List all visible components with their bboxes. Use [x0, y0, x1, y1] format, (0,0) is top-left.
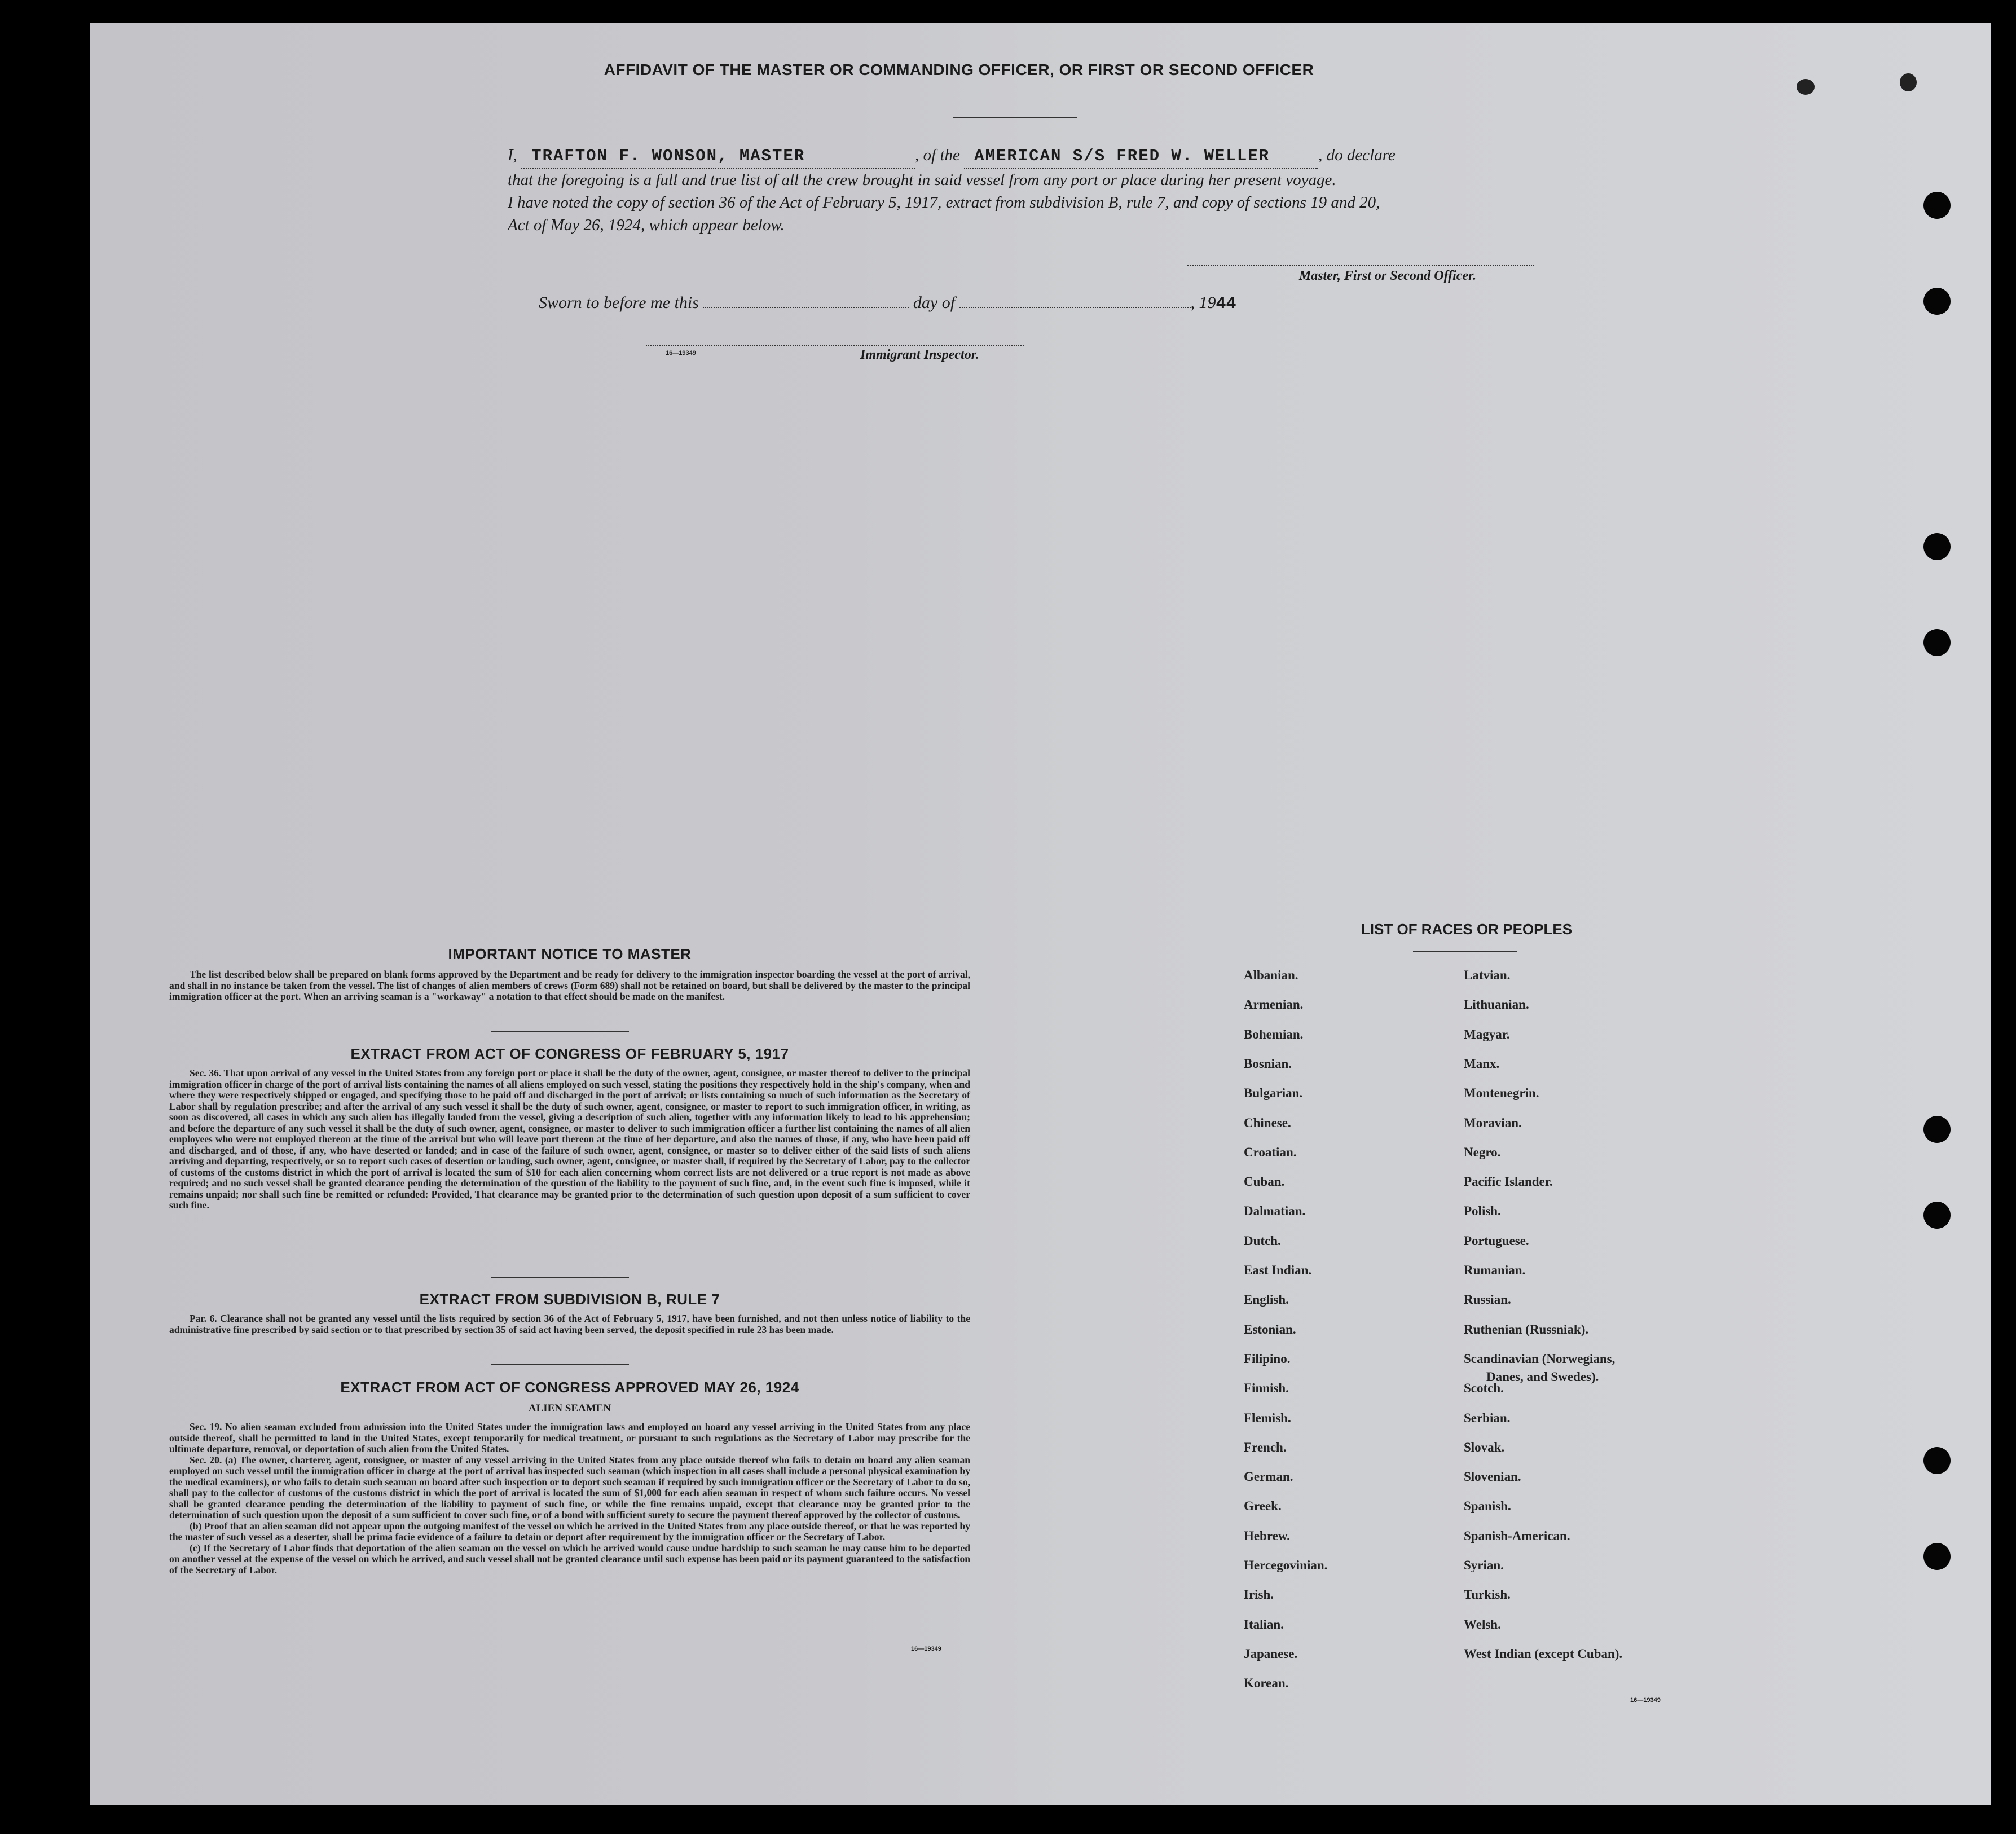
- section-20c-paragraph: (c) If the Secretary of Labor finds that deportation of the alien seaman on the vessel on which he arrived would cause undue hardship to such seaman he may cause him to be deported on another vessel at the expense of the vessel on which he arrived, and such vessel shall not be granted clearance until such expense has been paid or its payment guaranteed to the satisfaction of the Secretary of Labor.: [169, 1542, 970, 1576]
- signature-caption: Master, First or Second Officer.: [1298, 269, 1477, 283]
- inspector-caption: Immigrant Inspector.: [860, 348, 979, 362]
- paragraph-6: Par. 6. Clearance shall not be granted any vessel until the lists required by section 36 of the Act of February 5, 1917, have been furnished, and not then unless notice of liability to the administrative fine prescribed by said section or to that prescribed by section 35 of said act having been served, the deposit specified in rule 23 has been made.: [169, 1313, 970, 1335]
- race-item: Russian.: [1464, 1292, 1511, 1307]
- race-item: Scotch.: [1464, 1381, 1504, 1396]
- race-item: Bulgarian.: [1244, 1086, 1303, 1101]
- notice-text: [169, 969, 970, 1002]
- signature-line: [1187, 265, 1534, 266]
- alien-seamen-subheading: ALIEN SEAMEN: [528, 1402, 611, 1414]
- declaration-line-4: Act of May 26, 1924, which appear below.: [508, 216, 785, 234]
- notice-heading: IMPORTANT NOTICE TO MASTER: [448, 945, 692, 962]
- vessel-name-field: AMERICAN S/S FRED W. WELLER: [964, 145, 1318, 169]
- sworn-year-prefix: , 19: [1190, 293, 1216, 312]
- form-number: 16—19349: [1630, 1697, 1661, 1704]
- race-item: Welsh.: [1464, 1617, 1501, 1631]
- race-item: Portuguese.: [1464, 1233, 1529, 1248]
- race-item: English.: [1244, 1292, 1289, 1307]
- ink-blot: [1797, 79, 1815, 95]
- divider: [491, 1364, 629, 1365]
- race-item: Turkish.: [1464, 1587, 1511, 1602]
- race-item: Lithuanian.: [1464, 997, 1529, 1012]
- race-item: Bohemian.: [1244, 1027, 1304, 1041]
- sworn-prefix: Sworn to before me this: [539, 293, 699, 312]
- race-item: Magyar.: [1464, 1027, 1510, 1041]
- race-item: Moravian.: [1464, 1115, 1522, 1130]
- divider: [491, 1031, 629, 1032]
- race-item: Cuban.: [1244, 1175, 1285, 1189]
- form-number: 16—19349: [911, 1646, 941, 1652]
- sworn-year: 44: [1216, 294, 1236, 314]
- race-item: Korean.: [1244, 1676, 1289, 1691]
- sworn-line: [539, 293, 1236, 314]
- race-item: Dutch.: [1244, 1233, 1281, 1248]
- race-item: Filipino.: [1244, 1351, 1291, 1366]
- race-item: Scandinavian (Norwegians,: [1464, 1351, 1616, 1366]
- declaration-line-2: that the foregoing is a full and true list of all the crew brought in said vessel from any port or place during her present voyage.: [508, 171, 1336, 189]
- extract-1924-text: [169, 1422, 970, 1576]
- race-item: Flemish.: [1244, 1410, 1291, 1425]
- race-item: Japanese.: [1244, 1646, 1298, 1661]
- race-item: Spanish-American.: [1464, 1528, 1570, 1543]
- divider: [953, 117, 1077, 118]
- race-item: Croatian.: [1244, 1145, 1297, 1159]
- declaration-prefix: I,: [508, 146, 517, 164]
- punch-hole: [1923, 288, 1951, 315]
- race-item: Armenian.: [1244, 997, 1304, 1012]
- race-item: French.: [1244, 1440, 1287, 1454]
- race-item: Slovak.: [1464, 1440, 1505, 1454]
- race-item: Manx.: [1464, 1056, 1500, 1071]
- divider: [1413, 951, 1517, 952]
- race-item: Spanish.: [1464, 1499, 1511, 1514]
- affidavit-declaration: [508, 144, 1568, 236]
- notice-paragraph: The list described below shall be prepared on blank forms approved by the Department and be ready for delivery to the immigration inspector boarding the vessel at the port of arrival, and shall in no instance be taken from the vessel. The list of changes of alien members of crews (Form 689) shall not be retained on board, but shall be delivered by the master to the principal immigration officer at the port. When an arriving seaman is a "workaway" a notation to that effect should be made on the manifest.: [169, 969, 970, 1002]
- race-item: Chinese.: [1244, 1115, 1291, 1130]
- punch-hole: [1923, 533, 1951, 560]
- punch-hole: [1923, 192, 1951, 219]
- punch-hole: [1923, 1447, 1951, 1474]
- inspector-signature-line: [646, 345, 1024, 346]
- race-item: German.: [1244, 1470, 1293, 1484]
- subdivision-b-heading: EXTRACT FROM SUBDIVISION B, RULE 7: [419, 1291, 720, 1308]
- punch-hole: [1923, 1116, 1951, 1143]
- punch-hole: [1923, 1543, 1951, 1570]
- race-item: Negro.: [1464, 1145, 1501, 1159]
- punch-hole: [1923, 629, 1951, 656]
- race-item: Italian.: [1244, 1617, 1284, 1631]
- race-item: Dalmatian.: [1244, 1204, 1306, 1219]
- race-item: Irish.: [1244, 1587, 1274, 1602]
- ink-blot: [1900, 73, 1917, 91]
- affidavit-title: AFFIDAVIT OF THE MASTER OR COMMANDING OFFICER, OR FIRST OR SECOND OFFICER: [604, 61, 1314, 78]
- race-item: Ruthenian (Russniak).: [1464, 1322, 1589, 1336]
- race-item: Latvian.: [1464, 968, 1511, 982]
- race-item: Polish.: [1464, 1204, 1501, 1219]
- race-item: Danes, and Swedes).: [1486, 1370, 1599, 1384]
- race-item: Hercegovinian.: [1244, 1558, 1328, 1572]
- divider: [491, 1277, 629, 1278]
- race-item: Greek.: [1244, 1499, 1282, 1514]
- race-item: Estonian.: [1244, 1322, 1296, 1336]
- race-item: Hebrew.: [1244, 1528, 1290, 1543]
- section-20b-paragraph: (b) Proof that an alien seaman did not appear upon the outgoing manifest of the vessel on which he arrived in the United States from any place outside thereof, or that he was reported by the master of such vessel as a deserter, shall be prima facie evidence of a failure to detain or deport after requirement by the immigration officer or the Secretary of Labor.: [169, 1520, 970, 1542]
- race-item: Montenegrin.: [1464, 1086, 1539, 1101]
- race-item: West Indian (except Cuban).: [1464, 1646, 1623, 1661]
- race-item: Albanian.: [1244, 968, 1298, 982]
- extract-1924-heading: EXTRACT FROM ACT OF CONGRESS APPROVED MAY 26, 1924: [340, 1379, 799, 1396]
- extract-1917-text: [169, 1068, 970, 1211]
- race-item: Rumanian.: [1464, 1263, 1526, 1277]
- declaration-mid: , of the: [915, 146, 960, 164]
- section-36-paragraph: Sec. 36. That upon arrival of any vessel in the United States from any foreign port or place it shall be the duty of the owner, agent, consignee, or master thereof to deliver to the principal immigration officer in charge of the port of arrival lists containing the names of all aliens employed on such vessel, stating the positions they respectively hold in the ship's company, when and where they were respectively shipped or engaged, and specifying those to be paid off and discharged in the port of arrival; or lists containing so much of such information as the Secretary of Labor shall by regulation prescribe; and after the arrival of any such vessel it shall be the duty of such owner, agent, consignee, or master to report to such immigration officer, in writing, as soon as discovered, all cases in which any such alien has illegally landed from the vessel, giving a description of such alien, together with any information likely to lead to his apprehension; and before the departure of any such vessel it shall be the duty of such owner, agent, consignee, or master to deliver to such immigration officer a further list containing the names of all alien employees who were not employed thereon at the time of the arrival but who will leave port thereon at the time of her departure, and also the names of those, if any, who have been paid off and discharged, and of those, if any, who have deserted or landed; and in case of the failure of such owner, agent, consignee, or master so to deliver either of the said lists of such aliens arriving and departing, respectively, or so to report such cases of desertion or landing, such owner, agent, consignee, or master shall, if required by the Secretary of Labor, pay to the collector of customs of the customs district in which the port of arrival is located the sum of $10 for each alien concerning whom correct lists are not delivered or a true report is not made as above required; and no such vessel shall be granted clearance pending the determination of the question of the liability to the payment of such fine, and, in the event such fine is imposed, while it remains unpaid; nor shall such fine be remitted or refunded: Provided, That clearance may be granted prior to the determination of such question upon deposit of a sum sufficient to cover such fine.: [169, 1067, 970, 1211]
- declaration-suffix: , do declare: [1318, 146, 1396, 164]
- race-item: Syrian.: [1464, 1558, 1504, 1572]
- race-item: Serbian.: [1464, 1410, 1511, 1425]
- section-19-paragraph: Sec. 19. No alien seaman excluded from admission into the United States under the immigration laws and employed on board any vessel arriving in the United States from any place outside thereof, shall be permitted to land in the United States, except temporarily for medical treatment, or pursuant to such regulations as the Secretary of Labor may prescribe for the ultimate departure, removal, or deportation of such alien from the United States.: [169, 1421, 970, 1454]
- extract-1917-heading: EXTRACT FROM ACT OF CONGRESS OF FEBRUARY 5, 1917: [350, 1045, 789, 1062]
- sworn-month-blank: [959, 307, 1191, 308]
- sworn-day-blank: [703, 307, 909, 308]
- race-item: Finnish.: [1244, 1381, 1289, 1396]
- race-item: East Indian.: [1244, 1263, 1312, 1277]
- section-20a-paragraph: Sec. 20. (a) The owner, charterer, agent, consignee, or master of any vessel arriving in the United States from any place outside thereof who fails to detain on board any alien seaman employed on such vessel until the immigration officer in charge at the port of arrival has inspected such seaman (which inspection in all cases shall include a personal physical examination by the medical examiners), or who fails to detain such seaman on board after such inspection or to deport such seaman if required by such immigration officer or the Secretary of Labor to do so, shall pay to the collector of customs of the customs district in which the port of arrival is located the sum of $1,000 for each alien seaman in respect of whom such failure occurs. No vessel shall be granted clearance pending the determination of the liability to payment of such fine, or while the fine remains unpaid, except that clearance may be granted prior to the determination of such question upon the deposit of a sum sufficient to cover such fine, or of a bond with sufficient surety to secure the payment thereof approved by the collector of customs.: [169, 1454, 970, 1520]
- form-number: 16—19349: [666, 350, 696, 357]
- race-item: Bosnian.: [1244, 1056, 1292, 1071]
- declaration-line-3: I have noted the copy of section 36 of the Act of February 5, 1917, extract from subdivision B, rule 7, and copy of sections 19 and 20,: [508, 193, 1380, 212]
- master-name-field: TRAFTON F. WONSON, MASTER: [521, 145, 915, 169]
- declaration-line-1: [508, 144, 1568, 169]
- races-title: LIST OF RACES OR PEOPLES: [1361, 921, 1573, 938]
- punch-hole: [1923, 1202, 1951, 1229]
- race-item: Slovenian.: [1464, 1470, 1521, 1484]
- sworn-day-label: day of: [913, 293, 956, 312]
- race-item: Pacific Islander.: [1464, 1175, 1553, 1189]
- subdivision-b-text: [169, 1313, 970, 1335]
